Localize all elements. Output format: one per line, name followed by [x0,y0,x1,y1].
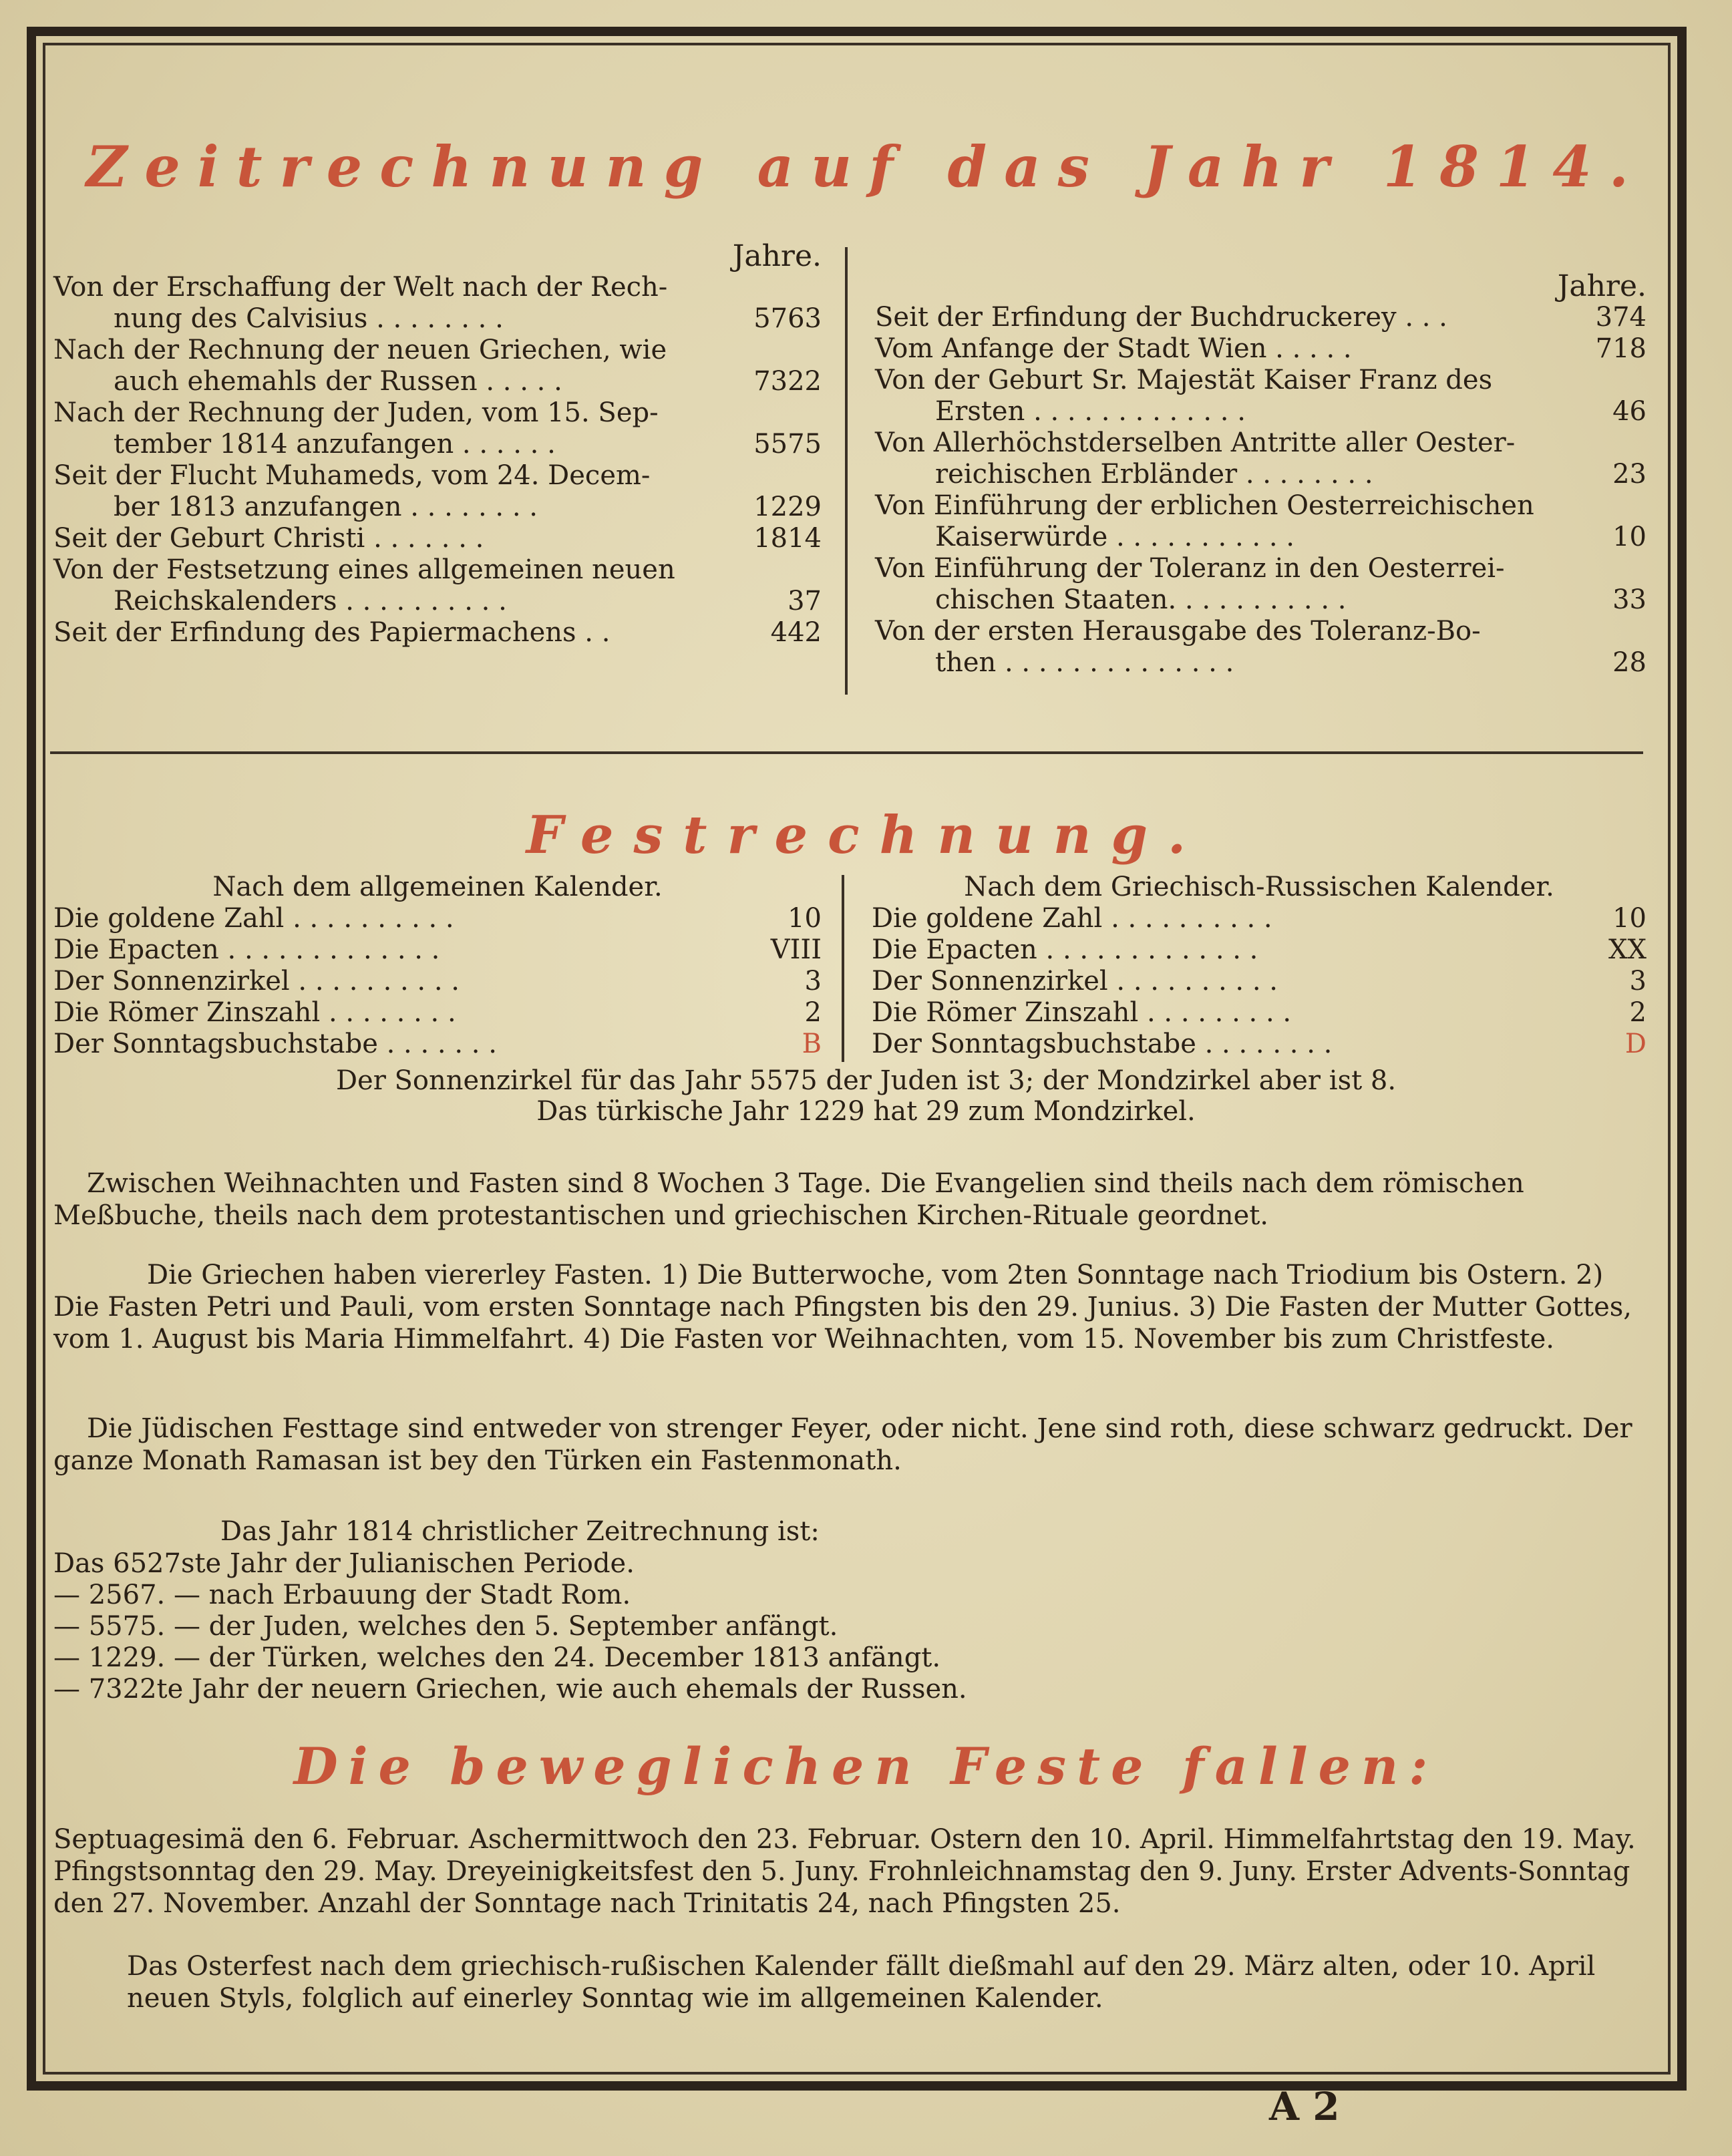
row-label: tember 1814 anzufangen . . . . . . [114,429,556,460]
fest-right-rows [872,903,1647,1060]
year-line: — 5575. — der Juden, welches den 5. September anfängt. [53,1611,838,1642]
table-row [53,617,822,649]
table-row [53,934,822,966]
table-row [53,1029,822,1060]
row-value: 3 [1629,966,1647,997]
table-row [53,335,822,366]
row-label: Vom Anfange der Stadt Wien . . . . . [875,333,1352,364]
fest-vertical-divider [842,875,844,1062]
fest-right-column [872,872,1647,1060]
row-label: Die goldene Zahl . . . . . . . . . . [872,903,1272,934]
fest-left-header: Nach dem allgemeinen Kalender. [212,872,663,902]
row-value: 442 [770,617,822,648]
row-value: 374 [1595,302,1647,333]
table-row [875,427,1647,459]
row-label: Ersten . . . . . . . . . . . . . [935,396,1246,427]
table-row [53,272,822,303]
fest-right-header: Nach dem Griechisch-Russischen Kalender. [964,872,1554,902]
note-mondzirkel: Das türkische Jahr 1229 hat 29 zum Mondzirkel. [536,1096,1196,1127]
table-row [872,934,1647,966]
row-label: Seit der Erfindung der Buchdruckerey . . . [875,302,1447,333]
table-row [875,365,1647,396]
table-row [53,366,822,397]
section-divider [50,751,1643,754]
paragraph-juden: Die Jüdischen Festtage sind entweder von strenger Feyer, oder nicht. Jene sind roth, diese schwarz gedruckt. Der ganze Monath Ramasan ist bey den Türken ein Fastenmonath. [53,1413,1632,1476]
row-label: Seit der Erfindung des Papiermachens . . [53,617,611,648]
row-label: Nach der Rechnung der neuen Griechen, wie [53,335,667,365]
row-value: VIII [770,934,822,965]
row-label: Seit der Geburt Christi . . . . . . . [53,523,484,554]
signature-mark: A 2 [1269,2084,1340,2129]
row-label: Die Epacten . . . . . . . . . . . . . [872,934,1258,965]
paragraph-fasten: Zwischen Weihnachten und Fasten sind 8 Wochen 3 Tage. Die Evangelien sind theils nach dem römischen Meßbuche, theils nach dem protestantischen und griechischen Kirchen-Rituale geordnet. [53,1168,1524,1231]
row-label: Von der ersten Herausgabe des Toleranz-Bo- [875,616,1481,647]
row-label: Von Einführung der erblichen Oesterreichischen [875,490,1534,521]
table-row [53,460,822,492]
title-fest: Festrechnung. [526,805,1206,866]
note-sonnenzirkel: Der Sonnenzirkel für das Jahr 5575 der Juden ist 3; der Mondzirkel aber ist 8. [335,1065,1397,1096]
year-lines [53,1548,967,1705]
table-row [875,553,1647,584]
table-row [53,523,822,554]
row-label: Von Allerhöchstderselben Antritte aller Oester- [875,427,1516,458]
row-value: 10 [788,903,822,934]
row-value: XX [1608,934,1647,965]
row-value: 10 [1612,903,1647,934]
era-right-rows [875,302,1647,679]
table-row [53,997,822,1029]
row-label: Der Sonntagsbuchstabe . . . . . . . . [872,1029,1333,1059]
row-label: Die goldene Zahl . . . . . . . . . . [53,903,454,934]
fest-left-rows [53,903,822,1060]
row-label: ber 1813 anzufangen . . . . . . . . [114,492,538,522]
year-intro: Das Jahr 1814 christlicher Zeitrechnung ist: [220,1516,820,1547]
table-row [53,586,822,617]
table-row [53,429,822,460]
table-row [53,303,822,335]
row-label: then . . . . . . . . . . . . . . [935,647,1234,678]
row-label: auch ehemahls der Russen . . . . . [114,366,562,397]
table-row [53,903,822,934]
row-value: D [1624,1029,1647,1059]
row-value: 33 [1612,584,1647,615]
table-row [875,459,1647,490]
row-label: reichischen Erbländer . . . . . . . . [935,459,1373,490]
row-value: 46 [1612,396,1647,427]
row-label: Der Sonntagsbuchstabe . . . . . . . [53,1029,497,1059]
table-row [875,647,1647,679]
row-label: Die Römer Zinszahl . . . . . . . . [53,997,456,1028]
row-label: Der Sonnenzirkel . . . . . . . . . . [872,966,1278,997]
row-label: chischen Staaten. . . . . . . . . . . [935,584,1347,615]
era-left-header: Jahre. [732,239,822,273]
row-label: Von Einführung der Toleranz in den Oesterrei- [875,553,1505,584]
table-row [875,302,1647,333]
row-value: 28 [1612,647,1647,678]
row-value: 7322 [753,366,822,397]
year-line: — 1229. — der Türken, welches den 24. December 1813 anfängt. [53,1642,941,1673]
year-line: — 7322te Jahr der neuern Griechen, wie auch ehemals der Russen. [53,1674,967,1704]
row-value: 1229 [753,492,822,522]
table-row [875,522,1647,553]
row-label: Die Römer Zinszahl . . . . . . . . . [872,997,1292,1028]
table-row [875,490,1647,522]
era-right-column [875,271,1647,679]
paragraph-easter: Das Osterfest nach dem griechisch-rußischen Kalender fällt dießmahl auf den 29. März alten, oder 10. April neuen Styls, folglich auf einerley Sonntag wie im allgemeinen Kalender. [127,1951,1596,2014]
fest-left-column [53,872,822,1060]
row-value: 2 [1629,997,1647,1028]
row-value: 23 [1612,459,1647,490]
era-left-column [53,240,822,649]
table-row [53,492,822,523]
title-feasts: Die beweglichen Feste fallen: [293,1737,1439,1796]
row-label: Die Epacten . . . . . . . . . . . . . [53,934,440,965]
paragraph-feasts: Septuagesimä den 6. Februar. Aschermittwoch den 23. Februar. Ostern den 10. April. Himmelfahrtstag den 19. May. Pfingstsonntag den 29. May. Dreyeinigkeitsfest den 5. Juny. Frohnleichnamstag den 9. Juny. Erster Advents-Sonntag den 27. November. Anzahl der Sonntage nach Trinitatis 24, nach Pfingsten 25. [53,1824,1636,1919]
title-era: Zeitrechnung auf das Jahr 1814. [86,134,1646,200]
table-row [875,616,1647,647]
row-label: Reichskalenders . . . . . . . . . . [114,586,507,616]
row-value: 1814 [753,523,822,554]
table-row [875,584,1647,616]
paragraph-griechen: Die Griechen haben viererley Fasten. 1) Die Butterwoche, vom 2ten Sonntage nach Triodium bis Ostern. 2) Die Fasten Petri und Pauli, vom ersten Sonntage nach Pfingsten bis den 29. Junius. 3) Die Fasten der Mutter Gottes, vom 1. August bis Maria Himmelfahrt. 4) Die Fasten vor Weihnachten, vom 15. November bis zum Christfeste. [53,1260,1632,1355]
table-row [53,554,822,586]
era-left-rows [53,272,822,649]
era-right-header: Jahre. [1557,269,1647,303]
table-row [53,397,822,429]
row-label: Kaiserwürde . . . . . . . . . . . [935,522,1294,552]
row-value: B [802,1029,822,1059]
row-label: Von der Geburt Sr. Majestät Kaiser Franz des [875,365,1493,395]
row-value: 718 [1595,333,1647,364]
table-row [875,396,1647,427]
year-line: — 2567. — nach Erbauung der Stadt Rom. [53,1580,631,1610]
row-value: 2 [804,997,822,1028]
row-label: Von der Festsetzung eines allgemeinen neuen [53,554,675,585]
table-row [872,903,1647,934]
table-row [872,966,1647,997]
year-line: Das 6527ste Jahr der Julianischen Periode. [53,1548,635,1579]
row-value: 10 [1612,522,1647,552]
table-row [875,333,1647,365]
table-row [53,966,822,997]
row-label: Der Sonnenzirkel . . . . . . . . . . [53,966,460,997]
table-row [872,997,1647,1029]
era-vertical-divider [845,247,848,695]
row-value: 5763 [753,303,822,334]
row-label: Nach der Rechnung der Juden, vom 15. Sep- [53,397,659,428]
table-row [872,1029,1647,1060]
row-value: 37 [788,586,822,616]
row-label: Von der Erschaffung der Welt nach der Rech- [53,272,668,303]
row-value: 5575 [753,429,822,460]
row-value: 3 [804,966,822,997]
row-label: nung des Calvisius . . . . . . . . [114,303,504,334]
row-label: Seit der Flucht Muhameds, vom 24. Decem- [53,460,651,491]
